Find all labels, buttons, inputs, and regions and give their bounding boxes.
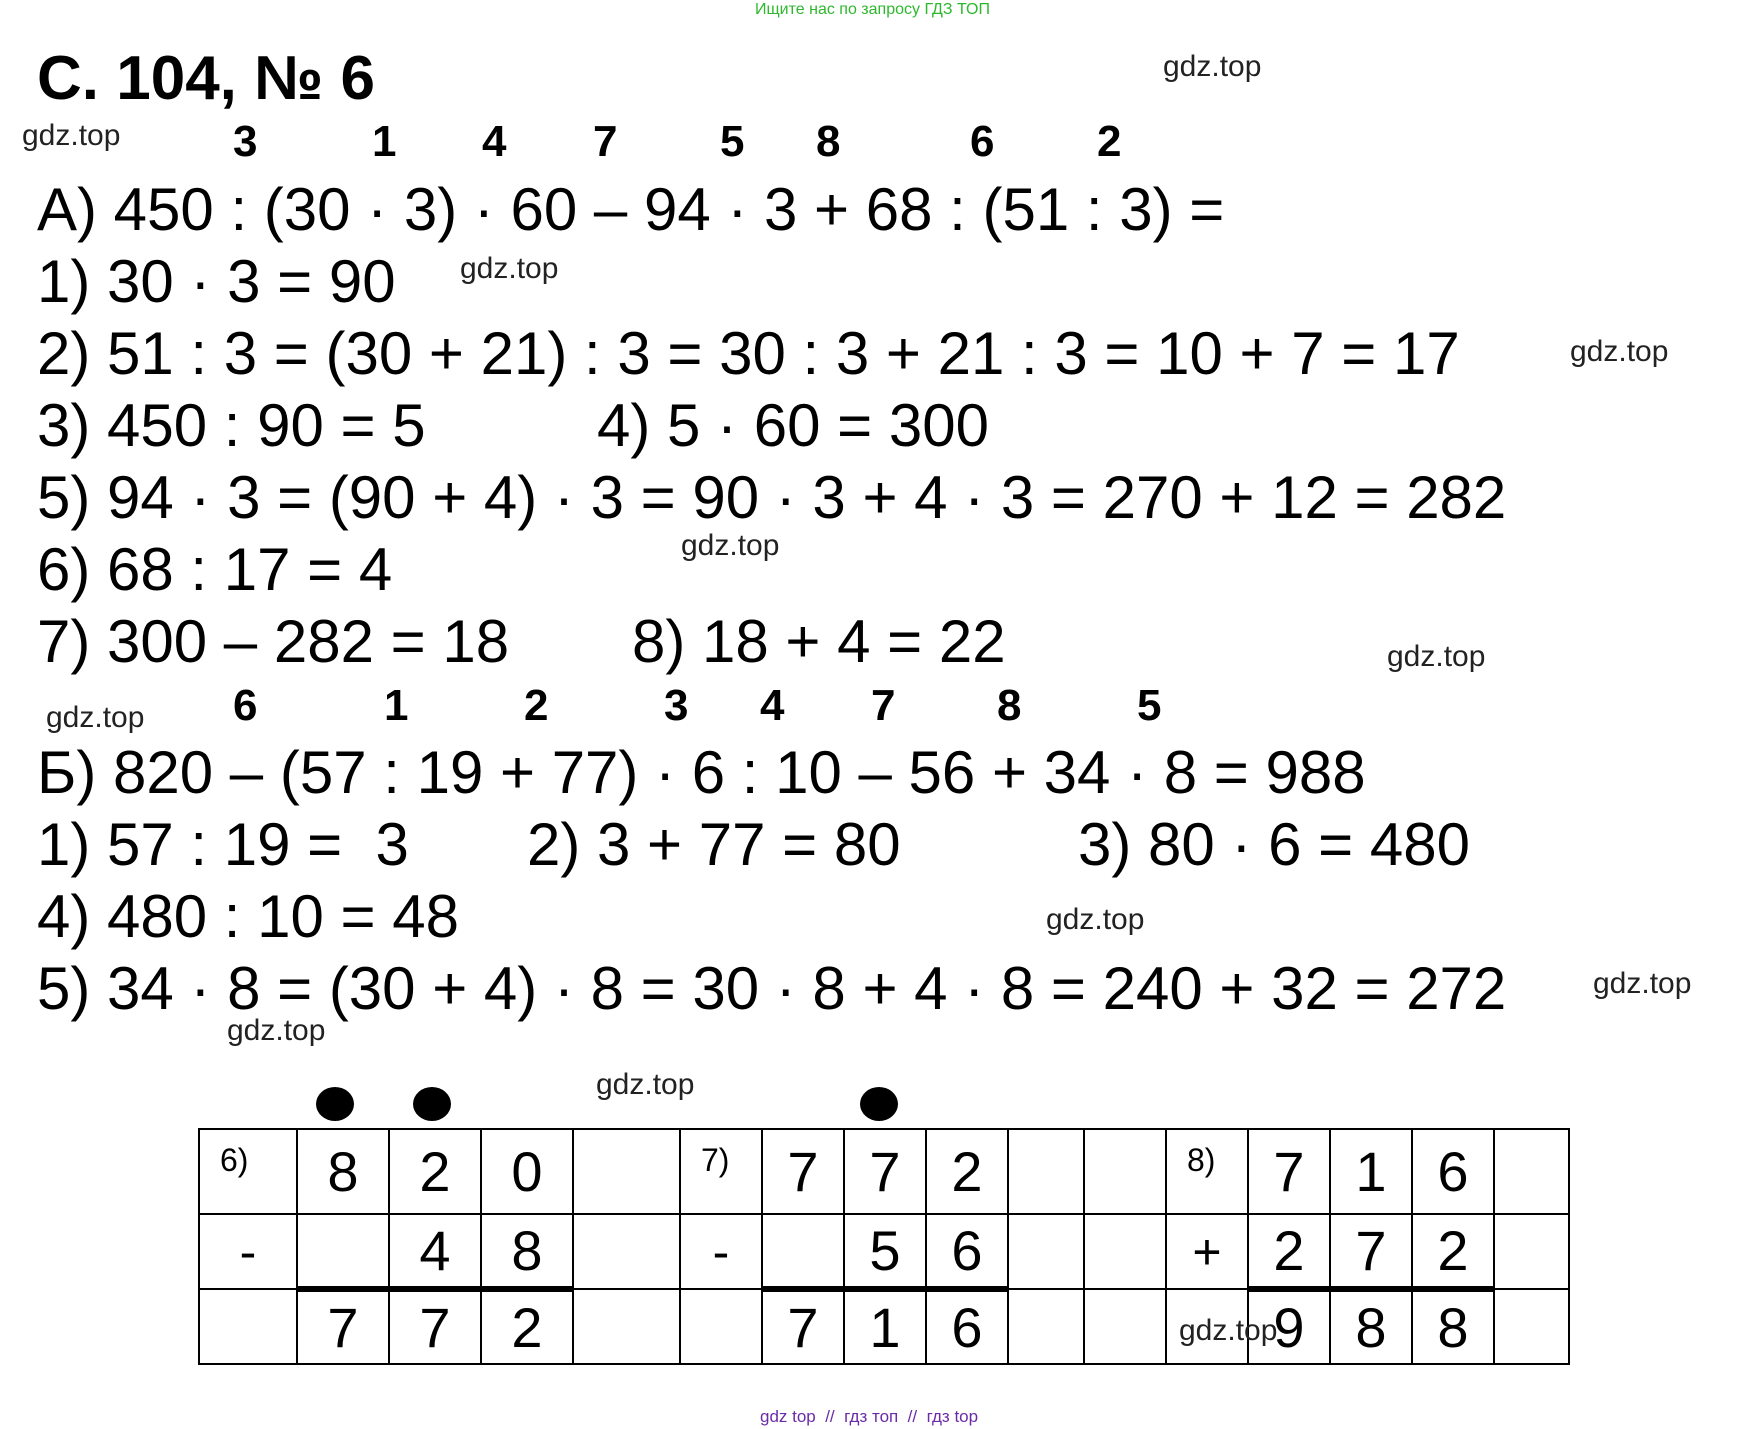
grid-cell: 2 xyxy=(926,1129,1008,1214)
grid-cell: 7 xyxy=(297,1289,389,1364)
order-number: 6 xyxy=(970,117,995,166)
order-number: 3 xyxy=(233,117,258,166)
grid-cell xyxy=(1494,1214,1569,1289)
grid-cell xyxy=(762,1214,844,1289)
order-number: 4 xyxy=(760,681,785,730)
grid-cell: 6 xyxy=(926,1214,1008,1289)
order-number: 7 xyxy=(871,681,896,730)
step-a2: 2) 51 : 3 = (30 + 21) : 3 = 30 : 3 + 21 : 3 = 10 + 7 = 17 xyxy=(37,320,1460,387)
grid-cell xyxy=(680,1289,762,1364)
page-title: С. 104, № 6 xyxy=(37,44,375,113)
step-b3: 3) 80 · 6 = 480 xyxy=(1078,811,1470,878)
grid-cell: 1 xyxy=(844,1289,926,1364)
grid-cell: 8 xyxy=(481,1214,573,1289)
watermark: gdz.top xyxy=(1179,1314,1278,1347)
watermark: gdz.top xyxy=(1570,335,1669,368)
step-b1: 1) 57 : 19 = 3 xyxy=(37,811,409,878)
grid-cell: 0 xyxy=(481,1129,573,1214)
step-a6: 6) 68 : 17 = 4 xyxy=(37,536,393,603)
grid-cell: 7 xyxy=(1330,1214,1412,1289)
watermark: gdz.top xyxy=(1046,903,1145,936)
grid-cell: 7 xyxy=(762,1289,844,1364)
carry-dot xyxy=(316,1087,354,1121)
grid-cell: 7 xyxy=(762,1129,844,1214)
order-number: 3 xyxy=(664,681,689,730)
order-number: 7 xyxy=(593,117,618,166)
watermark: gdz.top xyxy=(46,701,145,734)
step-a3: 3) 450 : 90 = 5 xyxy=(37,392,426,459)
grid-cell xyxy=(1008,1289,1084,1364)
grid-cell xyxy=(1494,1289,1569,1364)
grid-cell-label: 6) xyxy=(199,1129,297,1214)
order-number: 4 xyxy=(482,117,507,166)
watermark: gdz.top xyxy=(1593,967,1692,1000)
step-b5: 5) 34 · 8 = (30 + 4) · 8 = 30 · 8 + 4 · 8 = 240 + 32 = 272 xyxy=(37,955,1507,1022)
order-number: 5 xyxy=(720,117,745,166)
step-a7: 7) 300 – 282 = 18 xyxy=(37,608,510,675)
carry-dot xyxy=(413,1087,451,1121)
step-a8: 8) 18 + 4 = 22 xyxy=(632,608,1006,675)
footer-links: gdz top // гдз топ // гдз top xyxy=(760,1407,979,1426)
grid-cell xyxy=(1084,1289,1166,1364)
grid-cell: 8 xyxy=(1412,1289,1494,1364)
grid-cell: 8 xyxy=(297,1129,389,1214)
watermark: gdz.top xyxy=(1387,640,1486,673)
step-a5: 5) 94 · 3 = (90 + 4) · 3 = 90 · 3 + 4 · 3 = 270 + 12 = 282 xyxy=(37,464,1507,531)
grid-cell: 6 xyxy=(1412,1129,1494,1214)
grid-cell: 2 xyxy=(1412,1214,1494,1289)
order-number: 1 xyxy=(372,117,397,166)
grid-cell xyxy=(573,1214,680,1289)
grid-cell-sign: + xyxy=(1166,1214,1248,1289)
watermark: gdz.top xyxy=(681,529,780,562)
step-b2: 2) 3 + 77 = 80 xyxy=(527,811,901,878)
grid-cell xyxy=(573,1289,680,1364)
grid-cell: 6 xyxy=(926,1289,1008,1364)
grid-cell xyxy=(1084,1214,1166,1289)
watermark: gdz.top xyxy=(22,119,121,152)
grid-cell xyxy=(199,1289,297,1364)
order-number: 6 xyxy=(233,681,258,730)
top-banner: Ищите нас по запросу ГДЗ ТОП xyxy=(755,1,990,18)
step-b4: 4) 480 : 10 = 48 xyxy=(37,883,459,950)
expression-a: А) 450 : (30 · 3) · 60 – 94 · 3 + 68 : (51 : 3) = xyxy=(37,176,1225,243)
grid-cell xyxy=(573,1129,680,1214)
grid-cell xyxy=(1008,1214,1084,1289)
watermark: gdz.top xyxy=(1163,50,1262,83)
grid-cell: 7 xyxy=(1248,1129,1330,1214)
watermark: gdz.top xyxy=(596,1068,695,1101)
order-number: 8 xyxy=(816,117,841,166)
grid-cell: 8 xyxy=(1330,1289,1412,1364)
grid-cell-value: 9 xyxy=(1273,1296,1305,1359)
grid-cell: 1 xyxy=(1330,1129,1412,1214)
grid-cell: 7 xyxy=(389,1289,481,1364)
grid-cell xyxy=(1008,1129,1084,1214)
step-a4: 4) 5 · 60 = 300 xyxy=(597,392,989,459)
grid-cell-sign: - xyxy=(199,1214,297,1289)
grid-cell: 2 xyxy=(389,1129,481,1214)
grid-cell: 5 xyxy=(844,1214,926,1289)
column-calculation-grid xyxy=(198,1128,1570,1365)
grid-cell xyxy=(1179,1289,1330,1364)
grid-cell xyxy=(1084,1129,1166,1214)
grid-cell: 2 xyxy=(1248,1214,1330,1289)
order-number: 1 xyxy=(384,681,409,730)
watermark: gdz.top xyxy=(460,252,559,285)
grid-cell-sign: - xyxy=(680,1214,762,1289)
grid-cell: 2 xyxy=(481,1289,573,1364)
order-number: 5 xyxy=(1137,681,1162,730)
expression-b: Б) 820 – (57 : 19 + 77) · 6 : 10 – 56 + 34 · 8 = 988 xyxy=(37,739,1366,806)
carry-dot xyxy=(860,1087,898,1121)
grid-cell: 7 xyxy=(844,1129,926,1214)
grid-cell-label: 8) xyxy=(1166,1129,1248,1214)
step-a1: 1) 30 · 3 = 90 xyxy=(37,248,396,315)
order-number: 2 xyxy=(1097,117,1122,166)
grid-cell xyxy=(1494,1129,1569,1214)
watermark: gdz.top xyxy=(227,1014,326,1047)
grid-cell xyxy=(297,1214,389,1289)
order-number: 8 xyxy=(997,681,1022,730)
order-number: 2 xyxy=(524,681,549,730)
grid-cell: 4 xyxy=(389,1214,481,1289)
grid-cell-label: 7) xyxy=(680,1129,762,1214)
